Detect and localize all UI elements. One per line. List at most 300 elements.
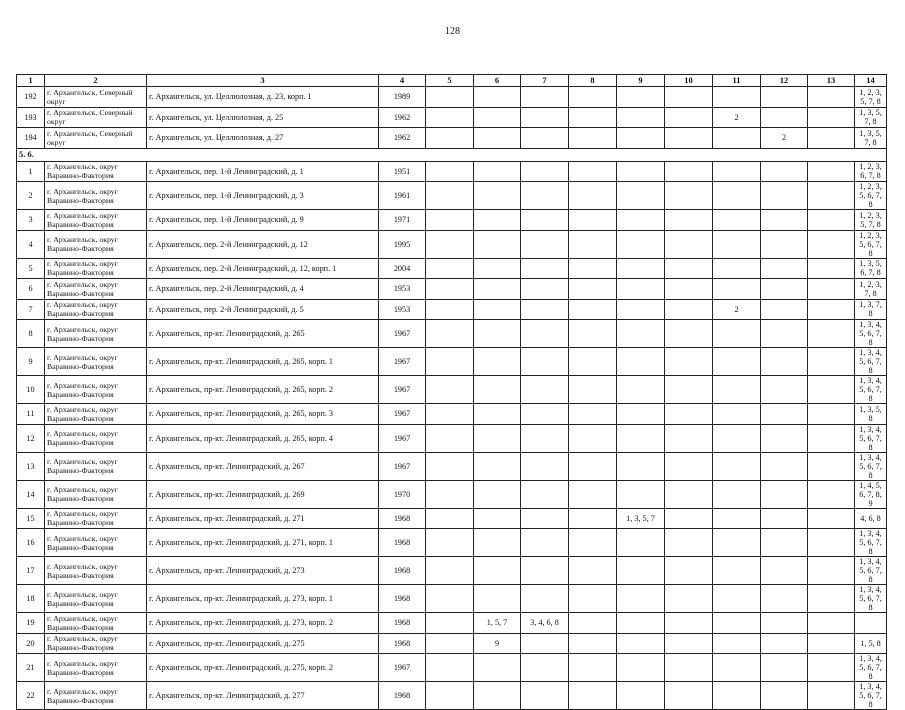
table-row bbox=[17, 613, 887, 634]
cell-col-8 bbox=[569, 633, 617, 654]
cell-col-8 bbox=[569, 654, 617, 682]
address-cell: г. Архангельск, пр-кт. Ленинградский, д. 265, корп. 1 bbox=[147, 348, 379, 376]
cell-col-10 bbox=[665, 210, 713, 231]
year-cell: 1967 bbox=[379, 348, 426, 376]
cell-col-6 bbox=[474, 424, 521, 452]
cell-col-10 bbox=[665, 230, 713, 258]
cell-col-7 bbox=[521, 107, 569, 128]
table-row bbox=[17, 424, 887, 452]
cell-col-13 bbox=[808, 682, 855, 710]
table-row bbox=[17, 299, 887, 320]
cell-col-10 bbox=[665, 613, 713, 634]
codes-cell: 1, 2, 3, 5, 7, 8 bbox=[855, 210, 887, 231]
cell-col-12 bbox=[761, 557, 808, 585]
row-number: 17 bbox=[17, 557, 45, 585]
column-header-3: 3 bbox=[147, 75, 379, 87]
codes-cell: 1, 3, 4, 5, 6, 7, 8 bbox=[855, 557, 887, 585]
district-cell: г. Архангельск, округ Варавино-Фактория bbox=[45, 480, 147, 508]
cell-col-5 bbox=[426, 376, 474, 404]
cell-col-9 bbox=[617, 613, 665, 634]
cell-col-6 bbox=[474, 682, 521, 710]
cell-col-7 bbox=[521, 424, 569, 452]
row-number: 10 bbox=[17, 376, 45, 404]
cell-col-9 bbox=[617, 376, 665, 404]
cell-col-9 bbox=[617, 87, 665, 108]
cell-col-7 bbox=[521, 529, 569, 557]
year-cell: 1995 bbox=[379, 230, 426, 258]
cell-col-7 bbox=[521, 404, 569, 425]
address-cell: г. Архангельск, пер. 2-й Ленинградский, д. 12, корп. 1 bbox=[147, 258, 379, 279]
housing-table bbox=[16, 74, 887, 710]
column-header-5: 5 bbox=[426, 75, 474, 87]
column-header-6: 6 bbox=[474, 75, 521, 87]
cell-col-8 bbox=[569, 348, 617, 376]
cell-col-10 bbox=[665, 299, 713, 320]
cell-col-8 bbox=[569, 480, 617, 508]
cell-col-8 bbox=[569, 376, 617, 404]
row-number: 1 bbox=[17, 161, 45, 182]
cell-col-10 bbox=[665, 376, 713, 404]
row-number: 20 bbox=[17, 633, 45, 654]
cell-col-8 bbox=[569, 258, 617, 279]
cell-col-9: 1, 3, 5, 7 bbox=[617, 508, 665, 529]
cell-col-10 bbox=[665, 585, 713, 613]
cell-col-7 bbox=[521, 258, 569, 279]
year-cell: 1962 bbox=[379, 128, 426, 149]
cell-col-7 bbox=[521, 230, 569, 258]
cell-col-7 bbox=[521, 480, 569, 508]
year-cell: 1968 bbox=[379, 633, 426, 654]
row-number: 6 bbox=[17, 279, 45, 300]
codes-cell: 1, 2, 3, 5, 7, 8 bbox=[855, 87, 887, 108]
cell-col-12 bbox=[761, 585, 808, 613]
address-cell: г. Архангельск, пр-кт. Ленинградский, д. 265, корп. 2 bbox=[147, 376, 379, 404]
row-number: 9 bbox=[17, 348, 45, 376]
address-cell: г. Архангельск, пр-кт. Ленинградский, д. 271 bbox=[147, 508, 379, 529]
cell-col-11 bbox=[713, 424, 761, 452]
address-cell: г. Архангельск, пр-кт. Ленинградский, д. 265 bbox=[147, 320, 379, 348]
cell-col-5 bbox=[426, 320, 474, 348]
cell-col-8 bbox=[569, 182, 617, 210]
cell-col-9 bbox=[617, 182, 665, 210]
codes-cell: 1, 3, 5, 8 bbox=[855, 404, 887, 425]
cell-col-11 bbox=[713, 210, 761, 231]
cell-col-6 bbox=[474, 87, 521, 108]
column-header-8: 8 bbox=[569, 75, 617, 87]
address-cell: г. Архангельск, пер. 1-й Ленинградский, д. 3 bbox=[147, 182, 379, 210]
table-row bbox=[17, 376, 887, 404]
table-row bbox=[17, 404, 887, 425]
cell-col-9 bbox=[617, 633, 665, 654]
address-cell: г. Архангельск, пр-кт. Ленинградский, д. 273 bbox=[147, 557, 379, 585]
cell-col-6 bbox=[474, 107, 521, 128]
cell-col-10 bbox=[665, 682, 713, 710]
cell-col-13 bbox=[808, 348, 855, 376]
cell-col-12 bbox=[761, 424, 808, 452]
year-cell: 1970 bbox=[379, 480, 426, 508]
codes-cell: 1, 3, 4, 5, 6, 7, 8 bbox=[855, 424, 887, 452]
cell-col-9 bbox=[617, 161, 665, 182]
cell-col-7 bbox=[521, 87, 569, 108]
cell-col-7 bbox=[521, 299, 569, 320]
cell-col-8 bbox=[569, 210, 617, 231]
row-number: 18 bbox=[17, 585, 45, 613]
cell-col-11 bbox=[713, 348, 761, 376]
cell-col-7 bbox=[521, 508, 569, 529]
district-cell: г. Архангельск, Северный округ bbox=[45, 87, 147, 108]
column-header-9: 9 bbox=[617, 75, 665, 87]
year-cell: 1953 bbox=[379, 279, 426, 300]
cell-col-7 bbox=[521, 452, 569, 480]
cell-col-6 bbox=[474, 585, 521, 613]
year-cell: 1967 bbox=[379, 452, 426, 480]
cell-col-10 bbox=[665, 161, 713, 182]
cell-col-12 bbox=[761, 613, 808, 634]
table-row bbox=[17, 258, 887, 279]
cell-col-12 bbox=[761, 107, 808, 128]
cell-col-9 bbox=[617, 557, 665, 585]
cell-col-8 bbox=[569, 320, 617, 348]
codes-cell: 1, 2, 3, 7, 8 bbox=[855, 279, 887, 300]
codes-cell: 1, 3, 7, 8 bbox=[855, 299, 887, 320]
cell-col-5 bbox=[426, 529, 474, 557]
cell-col-8 bbox=[569, 404, 617, 425]
address-cell: г. Архангельск, пр-кт. Ленинградский, д. 271, корп. 1 bbox=[147, 529, 379, 557]
cell-col-9 bbox=[617, 585, 665, 613]
column-header-13: 13 bbox=[808, 75, 855, 87]
district-cell: г. Архангельск, округ Варавино-Фактория bbox=[45, 585, 147, 613]
cell-col-9 bbox=[617, 452, 665, 480]
address-cell: г. Архангельск, пр-кт. Ленинградский, д. 269 bbox=[147, 480, 379, 508]
cell-col-12 bbox=[761, 654, 808, 682]
cell-col-6 bbox=[474, 258, 521, 279]
year-cell: 1961 bbox=[379, 182, 426, 210]
cell-col-7 bbox=[521, 348, 569, 376]
table-row bbox=[17, 452, 887, 480]
codes-cell bbox=[855, 613, 887, 634]
cell-col-12 bbox=[761, 404, 808, 425]
district-cell: г. Архангельск, округ Варавино-Фактория bbox=[45, 508, 147, 529]
cell-col-10 bbox=[665, 87, 713, 108]
row-number: 19 bbox=[17, 613, 45, 634]
cell-col-5 bbox=[426, 508, 474, 529]
cell-col-6 bbox=[474, 210, 521, 231]
cell-col-5 bbox=[426, 654, 474, 682]
codes-cell: 1, 2, 3, 6, 7, 8 bbox=[855, 161, 887, 182]
cell-col-10 bbox=[665, 279, 713, 300]
cell-col-8 bbox=[569, 452, 617, 480]
cell-col-11 bbox=[713, 508, 761, 529]
row-number: 192 bbox=[17, 87, 45, 108]
cell-col-5 bbox=[426, 230, 474, 258]
cell-col-11 bbox=[713, 682, 761, 710]
cell-col-9 bbox=[617, 128, 665, 149]
codes-cell: 1, 4, 5, 6, 7, 8, 9 bbox=[855, 480, 887, 508]
cell-col-12 bbox=[761, 258, 808, 279]
cell-col-13 bbox=[808, 376, 855, 404]
cell-col-12: 2 bbox=[761, 128, 808, 149]
cell-col-6: 1, 5, 7 bbox=[474, 613, 521, 634]
address-cell: г. Архангельск, пр-кт. Ленинградский, д. 265, корп. 4 bbox=[147, 424, 379, 452]
cell-col-6 bbox=[474, 182, 521, 210]
table-row bbox=[17, 161, 887, 182]
district-cell: г. Архангельск, округ Варавино-Фактория bbox=[45, 348, 147, 376]
table-row bbox=[17, 279, 887, 300]
cell-col-5 bbox=[426, 161, 474, 182]
table-row bbox=[17, 480, 887, 508]
district-cell: г. Архангельск, округ Варавино-Фактория bbox=[45, 654, 147, 682]
address-cell: г. Архангельск, пр-кт. Ленинградский, д. 275 bbox=[147, 633, 379, 654]
cell-col-5 bbox=[426, 87, 474, 108]
row-number: 21 bbox=[17, 654, 45, 682]
table-row bbox=[17, 557, 887, 585]
cell-col-5 bbox=[426, 682, 474, 710]
cell-col-7 bbox=[521, 182, 569, 210]
cell-col-13 bbox=[808, 182, 855, 210]
cell-col-5 bbox=[426, 452, 474, 480]
district-cell: г. Архангельск, округ Варавино-Фактория bbox=[45, 376, 147, 404]
cell-col-11 bbox=[713, 557, 761, 585]
cell-col-7 bbox=[521, 279, 569, 300]
section-label: 5. 6. bbox=[17, 148, 887, 161]
cell-col-5 bbox=[426, 557, 474, 585]
table-row bbox=[17, 128, 887, 149]
codes-cell: 4, 6, 8 bbox=[855, 508, 887, 529]
codes-cell: 1, 3, 4, 5, 6, 7, 8 bbox=[855, 654, 887, 682]
cell-col-11 bbox=[713, 320, 761, 348]
cell-col-11: 2 bbox=[713, 107, 761, 128]
cell-col-13 bbox=[808, 107, 855, 128]
year-cell: 1968 bbox=[379, 557, 426, 585]
cell-col-13 bbox=[808, 87, 855, 108]
cell-col-8 bbox=[569, 529, 617, 557]
cell-col-10 bbox=[665, 654, 713, 682]
address-cell: г. Архангельск, пр-кт. Ленинградский, д. 275, корп. 2 bbox=[147, 654, 379, 682]
year-cell: 1953 bbox=[379, 299, 426, 320]
address-cell: г. Архангельск, ул. Целлюлозная, д. 25 bbox=[147, 107, 379, 128]
cell-col-7: 3, 4, 6, 8 bbox=[521, 613, 569, 634]
table-row bbox=[17, 633, 887, 654]
year-cell: 1967 bbox=[379, 404, 426, 425]
cell-col-11 bbox=[713, 182, 761, 210]
codes-cell: 1, 3, 4, 5, 6, 7, 8 bbox=[855, 585, 887, 613]
cell-col-7 bbox=[521, 320, 569, 348]
cell-col-5 bbox=[426, 279, 474, 300]
cell-col-5 bbox=[426, 258, 474, 279]
codes-cell: 1, 3, 4, 5, 6, 7, 8 bbox=[855, 682, 887, 710]
cell-col-7 bbox=[521, 654, 569, 682]
cell-col-7 bbox=[521, 585, 569, 613]
district-cell: г. Архангельск, округ Варавино-Фактория bbox=[45, 299, 147, 320]
table-row bbox=[17, 348, 887, 376]
cell-col-13 bbox=[808, 320, 855, 348]
cell-col-5 bbox=[426, 348, 474, 376]
address-cell: г. Архангельск, пер. 2-й Ленинградский, д. 5 bbox=[147, 299, 379, 320]
cell-col-5 bbox=[426, 210, 474, 231]
year-cell: 1968 bbox=[379, 613, 426, 634]
cell-col-6 bbox=[474, 480, 521, 508]
cell-col-5 bbox=[426, 128, 474, 149]
cell-col-7 bbox=[521, 161, 569, 182]
cell-col-6 bbox=[474, 161, 521, 182]
cell-col-12 bbox=[761, 348, 808, 376]
row-number: 194 bbox=[17, 128, 45, 149]
cell-col-12 bbox=[761, 376, 808, 404]
cell-col-13 bbox=[808, 404, 855, 425]
address-cell: г. Архангельск, пр-кт. Ленинградский, д. 277 bbox=[147, 682, 379, 710]
cell-col-10 bbox=[665, 452, 713, 480]
column-header-12: 12 bbox=[761, 75, 808, 87]
cell-col-13 bbox=[808, 557, 855, 585]
cell-col-8 bbox=[569, 557, 617, 585]
cell-col-7 bbox=[521, 682, 569, 710]
codes-cell: 1, 3, 4, 5, 6, 7, 8 bbox=[855, 376, 887, 404]
cell-col-11: 2 bbox=[713, 299, 761, 320]
codes-cell: 1, 2, 3, 5, 6, 7, 8 bbox=[855, 230, 887, 258]
district-cell: г. Архангельск, округ Варавино-Фактория bbox=[45, 613, 147, 634]
district-cell: г. Архангельск, округ Варавино-Фактория bbox=[45, 258, 147, 279]
cell-col-12 bbox=[761, 682, 808, 710]
cell-col-6 bbox=[474, 279, 521, 300]
cell-col-10 bbox=[665, 348, 713, 376]
address-cell: г. Архангельск, пер. 1-й Ленинградский, д. 1 bbox=[147, 161, 379, 182]
cell-col-10 bbox=[665, 182, 713, 210]
year-cell: 1967 bbox=[379, 320, 426, 348]
cell-col-8 bbox=[569, 424, 617, 452]
cell-col-9 bbox=[617, 404, 665, 425]
cell-col-8 bbox=[569, 279, 617, 300]
cell-col-9 bbox=[617, 258, 665, 279]
cell-col-9 bbox=[617, 230, 665, 258]
year-cell: 1967 bbox=[379, 424, 426, 452]
cell-col-12 bbox=[761, 230, 808, 258]
cell-col-12 bbox=[761, 633, 808, 654]
row-number: 5 bbox=[17, 258, 45, 279]
cell-col-9 bbox=[617, 654, 665, 682]
cell-col-13 bbox=[808, 633, 855, 654]
address-cell: г. Архангельск, пр-кт. Ленинградский, д. 265, корп. 3 bbox=[147, 404, 379, 425]
cell-col-7 bbox=[521, 633, 569, 654]
cell-col-9 bbox=[617, 210, 665, 231]
column-header-1: 1 bbox=[17, 75, 45, 87]
cell-col-5 bbox=[426, 613, 474, 634]
codes-cell: 1, 3, 5, 7, 8 bbox=[855, 107, 887, 128]
table-row bbox=[17, 508, 887, 529]
cell-col-12 bbox=[761, 87, 808, 108]
cell-col-11 bbox=[713, 230, 761, 258]
cell-col-6 bbox=[474, 654, 521, 682]
cell-col-9 bbox=[617, 320, 665, 348]
row-number: 16 bbox=[17, 529, 45, 557]
cell-col-5 bbox=[426, 182, 474, 210]
codes-cell: 1, 3, 4, 5, 6, 7, 8 bbox=[855, 348, 887, 376]
row-number: 11 bbox=[17, 404, 45, 425]
codes-cell: 1, 3, 5, 6, 7, 8 bbox=[855, 258, 887, 279]
district-cell: г. Архангельск, округ Варавино-Фактория bbox=[45, 452, 147, 480]
cell-col-11 bbox=[713, 633, 761, 654]
cell-col-12 bbox=[761, 299, 808, 320]
codes-cell: 1, 3, 4, 5, 6, 7, 8 bbox=[855, 320, 887, 348]
table-row bbox=[17, 182, 887, 210]
row-number: 13 bbox=[17, 452, 45, 480]
district-cell: г. Архангельск, округ Варавино-Фактория bbox=[45, 279, 147, 300]
district-cell: г. Архангельск, округ Варавино-Фактория bbox=[45, 557, 147, 585]
row-number: 193 bbox=[17, 107, 45, 128]
cell-col-13 bbox=[808, 529, 855, 557]
cell-col-6 bbox=[474, 299, 521, 320]
cell-col-13 bbox=[808, 508, 855, 529]
cell-col-12 bbox=[761, 182, 808, 210]
address-cell: г. Архангельск, пер. 2-й Ленинградский, д. 12 bbox=[147, 230, 379, 258]
cell-col-10 bbox=[665, 107, 713, 128]
table-body bbox=[17, 75, 887, 710]
cell-col-8 bbox=[569, 585, 617, 613]
table-row bbox=[17, 320, 887, 348]
cell-col-6 bbox=[474, 348, 521, 376]
cell-col-12 bbox=[761, 529, 808, 557]
cell-col-9 bbox=[617, 424, 665, 452]
codes-cell: 1, 3, 4, 5, 6, 7, 8 bbox=[855, 452, 887, 480]
cell-col-13 bbox=[808, 279, 855, 300]
address-cell: г. Архангельск, пр-кт. Ленинградский, д. 273, корп. 2 bbox=[147, 613, 379, 634]
cell-col-9 bbox=[617, 299, 665, 320]
district-cell: г. Архангельск, округ Варавино-Фактория bbox=[45, 230, 147, 258]
cell-col-12 bbox=[761, 508, 808, 529]
cell-col-6 bbox=[474, 529, 521, 557]
column-header-14: 14 bbox=[855, 75, 887, 87]
cell-col-11 bbox=[713, 585, 761, 613]
cell-col-8 bbox=[569, 508, 617, 529]
row-number: 14 bbox=[17, 480, 45, 508]
table-row bbox=[17, 529, 887, 557]
cell-col-6 bbox=[474, 128, 521, 149]
cell-col-8 bbox=[569, 230, 617, 258]
row-number: 22 bbox=[17, 682, 45, 710]
address-cell: г. Архангельск, пер. 2-й Ленинградский, д. 4 bbox=[147, 279, 379, 300]
codes-cell: 1, 3, 5, 7, 8 bbox=[855, 128, 887, 149]
table-row bbox=[17, 230, 887, 258]
column-header-11: 11 bbox=[713, 75, 761, 87]
row-number: 3 bbox=[17, 210, 45, 231]
year-cell: 1968 bbox=[379, 585, 426, 613]
year-cell: 1968 bbox=[379, 508, 426, 529]
cell-col-13 bbox=[808, 230, 855, 258]
cell-col-8 bbox=[569, 299, 617, 320]
cell-col-5 bbox=[426, 404, 474, 425]
year-cell: 1951 bbox=[379, 161, 426, 182]
cell-col-12 bbox=[761, 279, 808, 300]
cell-col-7 bbox=[521, 128, 569, 149]
cell-col-9 bbox=[617, 279, 665, 300]
cell-col-7 bbox=[521, 210, 569, 231]
column-header-2: 2 bbox=[45, 75, 147, 87]
cell-col-11 bbox=[713, 404, 761, 425]
cell-col-12 bbox=[761, 210, 808, 231]
cell-col-6 bbox=[474, 404, 521, 425]
row-number: 8 bbox=[17, 320, 45, 348]
cell-col-12 bbox=[761, 320, 808, 348]
row-number: 2 bbox=[17, 182, 45, 210]
cell-col-10 bbox=[665, 128, 713, 149]
table-row bbox=[17, 682, 887, 710]
year-cell: 2004 bbox=[379, 258, 426, 279]
cell-col-8 bbox=[569, 128, 617, 149]
cell-col-9 bbox=[617, 682, 665, 710]
cell-col-13 bbox=[808, 480, 855, 508]
year-cell: 1971 bbox=[379, 210, 426, 231]
cell-col-9 bbox=[617, 480, 665, 508]
cell-col-10 bbox=[665, 320, 713, 348]
